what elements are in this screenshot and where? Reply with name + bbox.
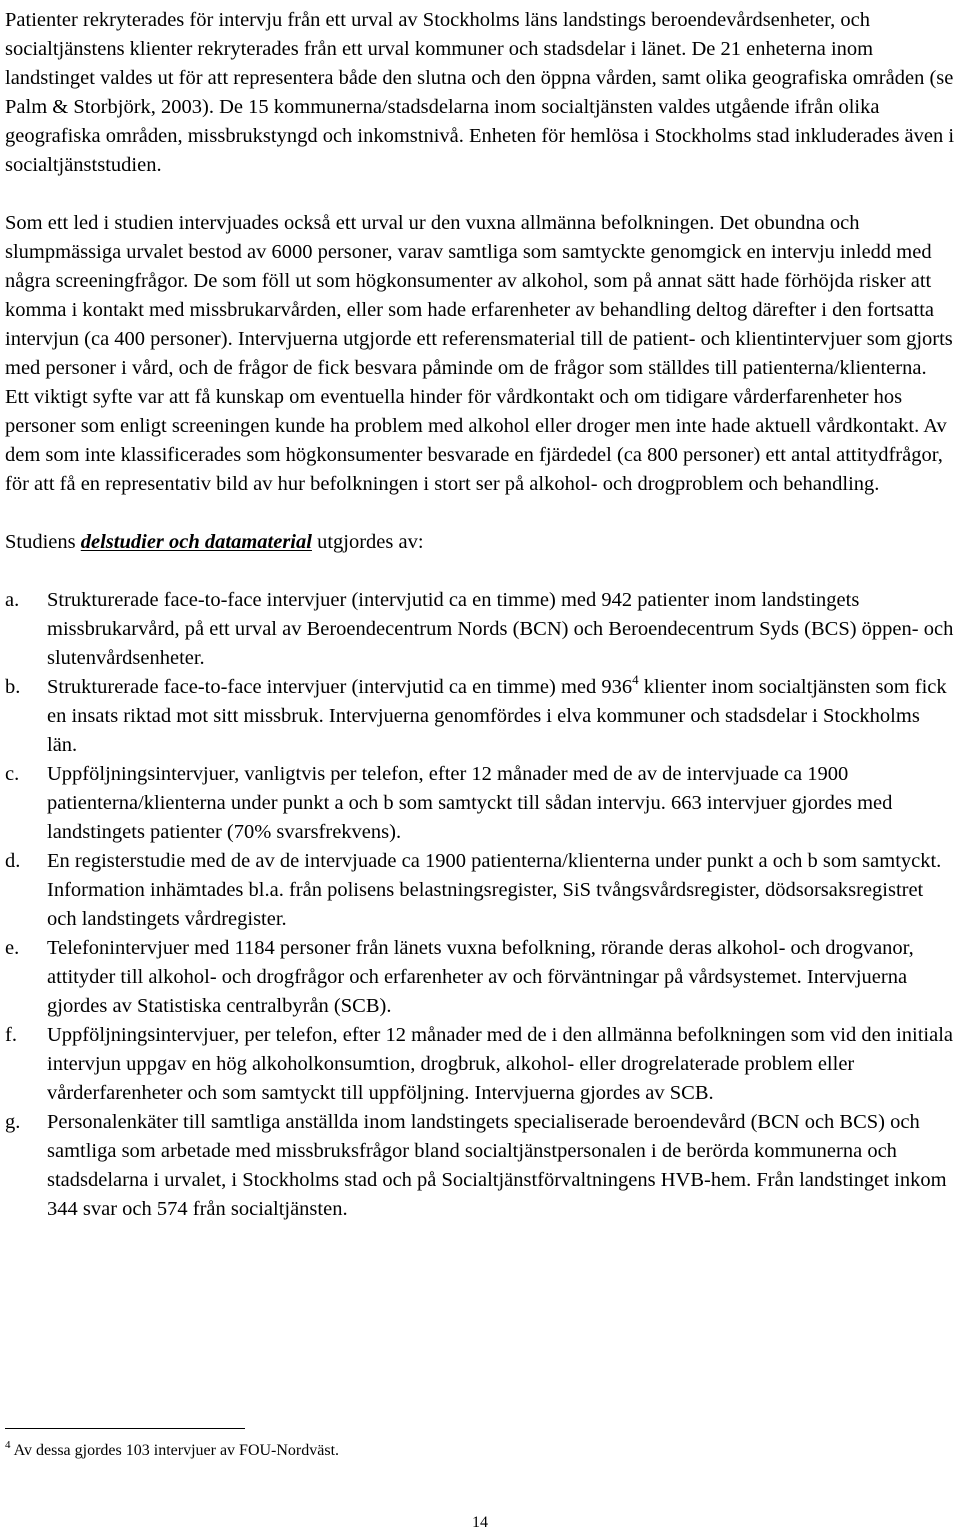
footnote-reference: 4 bbox=[632, 672, 639, 687]
list-item-text: En registerstudie med de av de intervjuade ca 1900 patienterna/klienterna under punkt a och b som samtyckt. Information inhämtades bl.a. från polisens belastningsregister, SiS tvångsvårdsregister, dödsorsaksregistret och landstingets vårdregister. bbox=[47, 850, 942, 930]
list-item-text: Personalenkäter till samtliga anställda inom landstingets specialiserade beroendevård (BCN och BCS) och samtliga som arbetade med missbruksfrågor bland socialtjänstpersonalen i de berörda kommunerna och stadsdelarna i urvalet, i Stockholms stad och på Socialtjänstförvaltningens HVB-hem. Från landstinget inkom 344 svar och 574 från socialtjänsten. bbox=[47, 1111, 947, 1220]
list-item-text-before: Strukturerade face-to-face intervjuer (intervjutid ca en timme) med 936 bbox=[47, 676, 633, 698]
list-item-text bbox=[47, 673, 955, 760]
page-number: 14 bbox=[472, 1514, 488, 1531]
intro-emphasis: delstudier och datamaterial bbox=[80, 531, 312, 553]
list-item-text: Uppföljningsintervjuer, vanligtvis per telefon, efter 12 månader med de av de intervjuade ca 1900 patienterna/klienterna under punkt a och b som samtyckt till sådan intervju. 663 intervjuer gjordes med landstingets patienter (70% svarsfrekvens). bbox=[47, 763, 893, 843]
substudies-list bbox=[5, 586, 955, 1224]
document-page bbox=[5, 0, 955, 1224]
list-item bbox=[5, 586, 955, 673]
intro-text-after: utgjordes av: bbox=[311, 531, 424, 553]
list-item-text: Telefonintervjuer med 1184 personer från länets vuxna befolkning, rörande deras alkohol- och drogvanor, attityder till alkohol- och drogfrågor och erfarenheter av och förväntningar på vårdsystemet. Intervjuerna gjordes av Statistiska centralbyrån (SCB). bbox=[47, 937, 914, 1017]
list-item bbox=[5, 847, 955, 934]
paragraph-general-population: Som ett led i studien intervjuades också ett urval ur den vuxna allmänna befolkningen. Det obundna och slumpmässiga urvalet bestod av 6000 personer, varav samtliga som samtyckte genomgick en intervju inledd med några screeningfrågor. De som föll ut som högkonsumenter av alkohol, som på annat sätt hade förhöjda risker att komma i kontakt med missbrukarvården, eller som hade erfarenheter av behandling deltog därefter i den fortsatta intervjun (ca 400 personer). Intervjuerna utgjorde ett referensmaterial till de patient- och klientintervjuer som gjorts med personer i vård, och de frågor de fick besvara påminde om de frågor som ställdes till patienterna/klienterna. Ett viktigt syfte var att få kunskap om eventuella hinder för vårdkontakt och om tidigare vårderfarenheter hos personer som enligt screeningen kunde ha problem med alkohol eller droger men inte hade aktuell vårdkontakt. Av dem som inte klassificerades som högkonsumenter besvarade en fjärdedel (ca 800 personer) ett antal attitydfrågor, för att få en representativ bild av hur befolkningen i stort ser på alkohol- och drogproblem och behandling. bbox=[5, 212, 953, 495]
list-item bbox=[5, 1108, 955, 1224]
list-item-label: a. bbox=[5, 589, 20, 611]
list-item bbox=[5, 673, 955, 760]
substudies-intro bbox=[5, 528, 955, 557]
list-item bbox=[5, 760, 955, 847]
list-item-label: e. bbox=[5, 937, 20, 959]
footnote-divider bbox=[5, 1428, 245, 1429]
list-item bbox=[5, 934, 955, 1021]
footnote-number: 4 bbox=[5, 1439, 11, 1451]
footnote bbox=[5, 1440, 339, 1462]
list-item-label: f. bbox=[5, 1024, 17, 1046]
list-item-label: d. bbox=[5, 850, 21, 872]
list-item bbox=[5, 1021, 955, 1108]
list-item-text-after: klienter inom socialtjänsten som fick en insats riktad mot sitt missbruk. Intervjuerna genomfördes i elva kommuner och stadsdelar i Stockholms län. bbox=[47, 676, 947, 756]
list-item-label: c. bbox=[5, 763, 20, 785]
footnote-text: Av dessa gjordes 103 intervjuer av FOU-Nordväst. bbox=[10, 1442, 340, 1459]
list-item-label: g. bbox=[5, 1111, 21, 1133]
list-item-label: b. bbox=[5, 676, 21, 698]
list-item-text: Strukturerade face-to-face intervjuer (intervjutid ca en timme) med 942 patienter inom landstingets missbrukarvård, på ett urval av Beroendecentrum Nords (BCN) och Beroendecentrum Syds (BCS) öppen- och slutenvårdsenheter. bbox=[47, 589, 954, 669]
intro-text-before: Studiens bbox=[5, 531, 81, 553]
list-item-text: Uppföljningsintervjuer, per telefon, efter 12 månader med de i den allmänna befolkningen som vid den initiala intervjun uppgav en hög alkoholkonsumtion, drogbruk, alkohol- eller drogrelaterade problem eller vårderfarenheter och som samtyckt till uppföljning. Intervjuerna gjordes av SCB. bbox=[47, 1024, 954, 1104]
paragraph-recruitment: Patienter rekryterades för intervju från ett urval av Stockholms läns landstings beroendevårdsenheter, och socialtjänstens klienter rekryterades från ett urval kommuner och stadsdelar i länet. De 21 enheterna inom landstinget valdes ut för att representera både den slutna och den öppna vården, samt olika geografiska områden (se Palm & Storbjörk, 2003). De 15 kommunerna/stadsdelarna inom socialtjänsten valdes utgående ifrån olika geografiska områden, missbrukstyngd och inkomstnivå. Enheten för hemlösa i Stockholms stad inkluderades även i socialtjänststudien. bbox=[5, 9, 955, 176]
